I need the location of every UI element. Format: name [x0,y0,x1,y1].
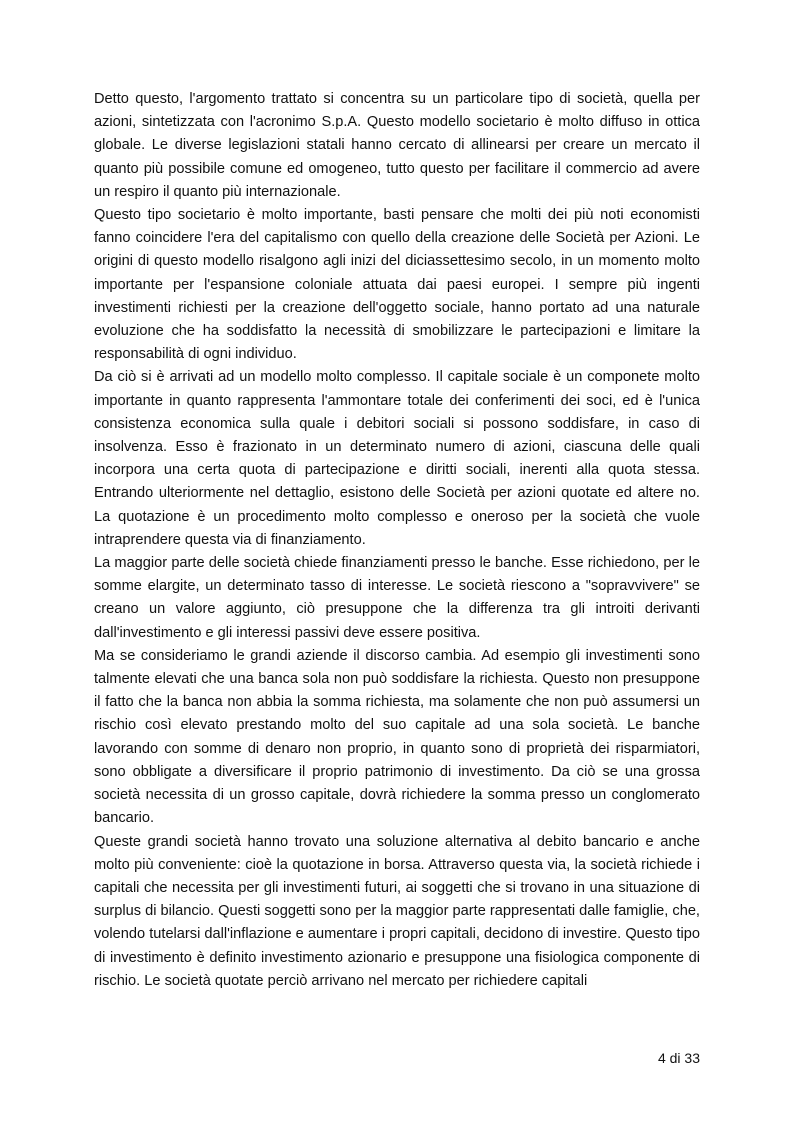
paragraph-1: Detto questo, l'argomento trattato si concentra su un particolare tipo di società, quella per azioni, sintetizzata con l'acronimo S.p.A. Questo modello societario è molto diffuso in ottica globale. Le diverse legislazioni statali hanno cercato di allinearsi per creare un mercato il quanto più possibile comune ed omogeneo, tutto questo per facilitare il commercio ad avere un respiro il quanto più internazionale. [94,91,700,200]
paragraph-6: Queste grandi società hanno trovato una soluzione alternativa al debito bancario e anche molto più conveniente: cioè la quotazione in borsa. Attraverso questa via, la società richiede i capitali che necessita per gli investimenti futuri, ai soggetti che si trovano in una situazione di surplus di bilancio. Questi soggetti sono per la maggior parte rappresentati dalle famiglie, che, volendo tutelarsi dall'inflazione e aumentare i propri capitali, decidono di investire. Questo tipo di investimento è definito investimento azionario e presuppone una fisiologica componente di rischio. Le società quotate perciò arrivano nel mercato per richiedere capitali [94,833,700,989]
paragraph-2: Questo tipo societario è molto importante, basti pensare che molti dei più noti economisti fanno coincidere l'era del capitalismo con quello della creazione delle Società per Azioni. Le origini di questo modello risalgono agli inizi del diciassettesimo secolo, in un momento molto importante per l'espansione coloniale attuata dai paesi europei. I sempre più ingenti investimenti richiesti per la creazione dell'oggetto sociale, hanno portato ad una naturale evoluzione che ha soddisfatto la necessità di smobilizzare le partecipazioni e limitare la responsabilità di ogni individuo. [94,207,700,363]
paragraph-4: La maggior parte delle società chiede finanziamenti presso le banche. Esse richiedono, per le somme elargite, un determinato tasso di interesse. Le società riescono a "sopravvivere" se creano un valore aggiunto, ciò presuppone che la differenza tra gli introiti derivanti dall'investimento e gli interessi passivi deve essere positiva. [94,555,700,641]
paragraph-3: Da ciò si è arrivati ad un modello molto complesso. Il capitale sociale è un componete molto importante in quanto rappresenta l'ammontare totale dei conferimenti dei soci, ed è l'unica consistenza economica sulla quale i debitori sociali si possono soddisfare, in caso di insolvenza. Esso è frazionato in un determinato numero di azioni, ciascuna delle quali incorpora una certa quota di partecipazione e diritti sociali, inerenti alla quota stessa. Entrando ulteriormente nel dettaglio, esistono delle Società per azioni quotate ed altere no. La quotazione è un procedimento molto complesso e oneroso per la società che vuole intraprendere questa via di finanziamento. [94,369,700,548]
paragraph-5: Ma se consideriamo le grandi aziende il discorso cambia. Ad esempio gli investimenti sono talmente elevati che una banca sola non può soddisfare la richiesta. Questo non presuppone il fatto che la banca non abbia la somma richiesta, ma solamente che non può assumersi un rischio così elevato prestando molto del suo capitale ad una sola società. Le banche lavorando con somme di denaro non proprio, in quanto sono di proprietà dei risparmiatori, sono obbligate a diversificare il proprio patrimonio di investimento. Da ciò se una grossa società necessita di un grosso capitale, dovrà richiedere la somma presso un conglomerato bancario. [94,647,700,827]
body-text [94,88,700,993]
page-number: 4 di 33 [657,1050,700,1066]
